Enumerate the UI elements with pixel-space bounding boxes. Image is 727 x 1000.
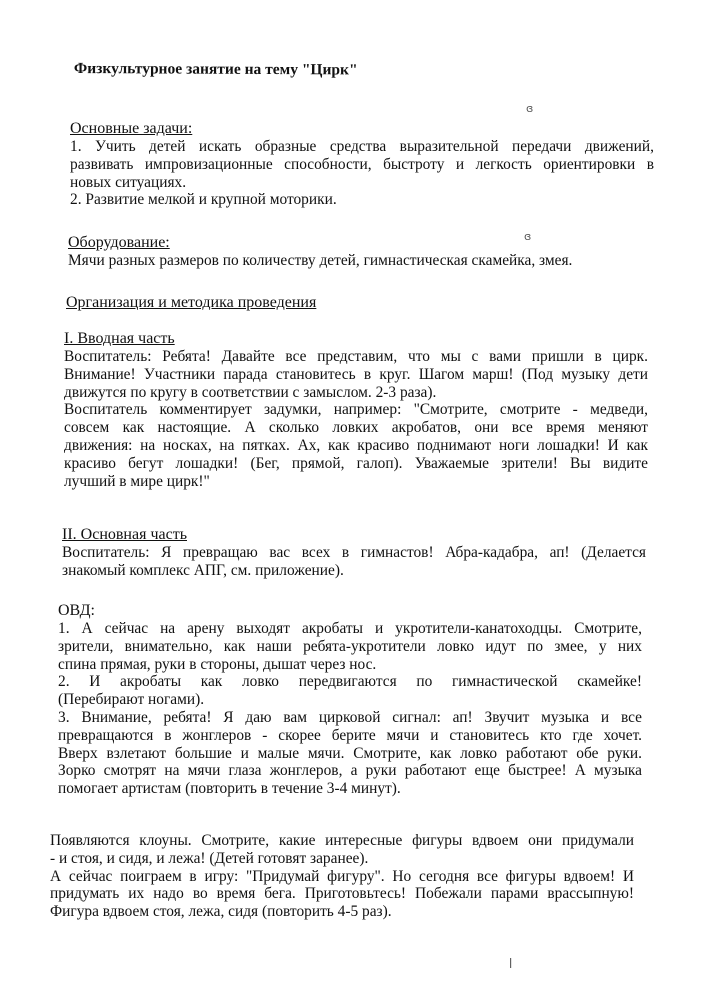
clowns-line: Фигура вдвоем стоя, лежа, сидя (повторить 4-5 раз). [50, 903, 392, 921]
tasks-line: развивать импровизационные способности, быстроту и легкость ориентировки в [70, 155, 654, 173]
clowns-line: Появляются клоуны. Смотрите, какие интересные фигуры вдвоем они придумали [50, 832, 634, 849]
main-heading: II. Основная часть [62, 526, 187, 543]
intro-line: движутся по кругу в соответствии с замыслом. 2-3 раза). [64, 383, 437, 401]
ovd-line: Вверх взлетают большие и малые мячи. Смотрите, как ловко работают обе руки. [58, 744, 642, 762]
ovd-line: 2. И акробаты как ловко передвигаются по гимнастической скамейке! [58, 673, 642, 691]
scan-mark-icon: ɞ [524, 230, 532, 243]
ovd-line: превращаются в жонглеров - скорее берите мячи и становитесь кто где хочет. [58, 726, 642, 744]
intro-line: Внимание! Участники парада становитесь в круг. Шагом марш! (Под музыку дети [64, 365, 648, 383]
tasks-heading: Основные задачи: [70, 120, 193, 137]
tasks-line: 2. Развитие мелкой и крупной моторики. [70, 191, 337, 209]
clowns-line: - и стоя, и сидя, и лежа! (Детей готовят заранее). [50, 849, 369, 867]
intro-line: движения: на носках, на пятках. Ах, как красиво поднимают ноги лошадки! И как [64, 436, 648, 454]
main-section [62, 526, 662, 580]
tasks-section [70, 120, 670, 209]
ovd-line: 1. А сейчас на арену выходят акробаты и укротители-канатоходцы. Смотрите, [58, 620, 642, 637]
tasks-line: 1. Учить детей искать образные средства выразительной передачи движений, [70, 138, 654, 155]
ovd-line: спина прямая, руки в стороны, дышат через нос. [58, 655, 377, 673]
clowns-line: придумать их надо во время бега. Приготовьтесь! Побежали парами врассыпную! [50, 885, 634, 903]
ovd-line: (Перебирают ногами). [58, 691, 205, 709]
organization-heading: Организация и методика проведения [66, 294, 317, 311]
tasks-line: новых ситуациях. [70, 173, 187, 191]
equipment-section [68, 234, 668, 270]
ovd-heading: ОВД: [58, 602, 95, 619]
scan-mark-icon: ɞ [526, 102, 534, 115]
main-line: знакомый комплекс АПГ, см. приложение). [62, 561, 344, 579]
document-title: Физкультурное занятие на тему "Цирк" [73, 60, 358, 79]
intro-line: красиво бегут лошадки! (Бег, прямой, галоп). Уважаемые зрители! Вы видите [64, 454, 648, 472]
main-line: Воспитатель: Я превращаю вас всех в гимнастов! Абра-кадабра, ап! (Делается [62, 544, 646, 561]
intro-line: лучший в мире цирк!" [64, 472, 210, 490]
intro-line: Воспитатель: Ребята! Давайте все представим, что мы с вами пришли в цирк. [64, 348, 648, 365]
intro-line: совсем как настоящие. А сколько ловких акробатов, они все время меняют [64, 419, 648, 437]
ovd-line: 3. Внимание, ребята! Я даю вам цирковой сигнал: ап! Звучит музыка и все [58, 708, 642, 726]
organization-section [66, 294, 666, 312]
scan-mark-icon: ǀ [509, 956, 513, 969]
clowns-section [50, 832, 650, 921]
ovd-line: Зорко смотрят на мячи глаза жонглеров, а руки работают еще быстрее! А музыка [58, 762, 642, 780]
equipment-heading: Оборудование: [68, 234, 170, 251]
intro-heading: I. Вводная часть [64, 330, 175, 347]
ovd-line: зрители, внимательно, как наши ребята-укротители ловко идут по змее, у них [58, 637, 642, 655]
intro-line: Воспитатель комментирует задумки, например: "Смотрите, смотрите - медведи, [64, 401, 648, 419]
ovd-section [58, 602, 658, 798]
ovd-line: помогает артистам (повторить в течение 3-4 минут). [58, 780, 401, 798]
clowns-line: А сейчас поиграем в игру: "Придумай фигуру". Но сегодня все фигуры вдвоем! И [50, 867, 634, 885]
intro-section [64, 330, 664, 490]
equipment-line: Мячи разных размеров по количеству детей, гимнастическая скамейка, змея. [68, 252, 573, 269]
